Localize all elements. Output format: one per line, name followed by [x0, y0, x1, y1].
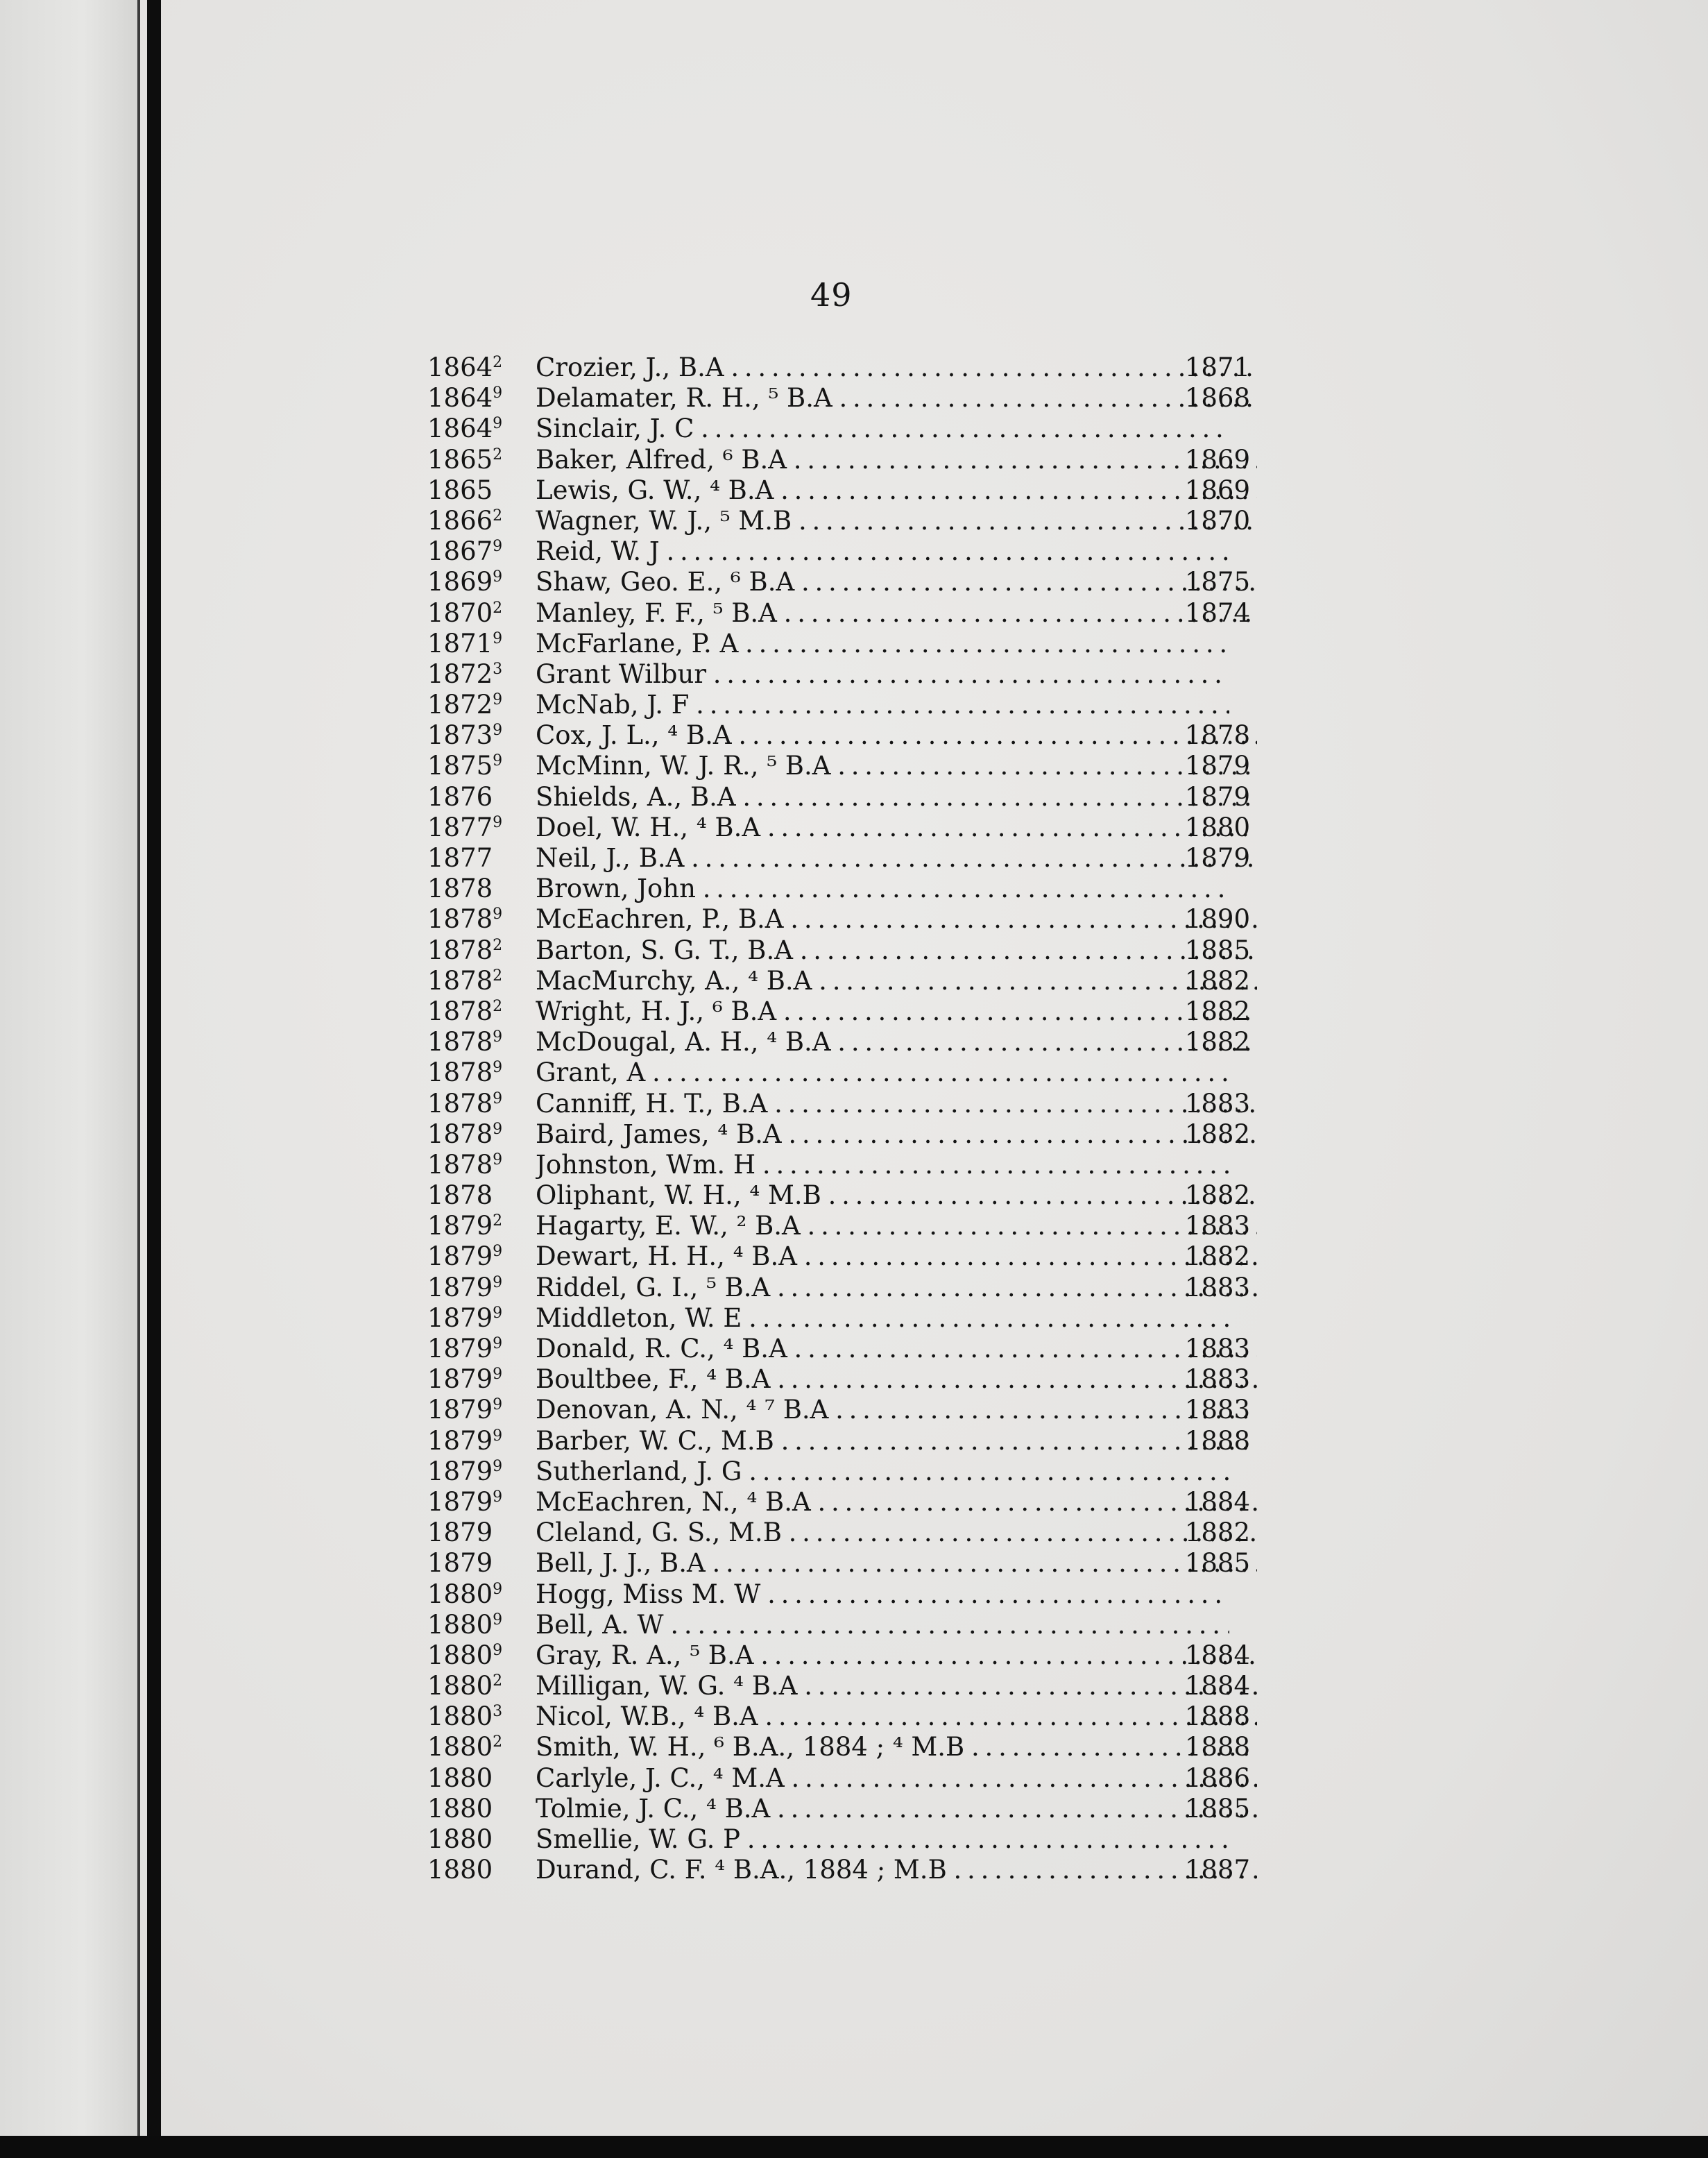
entry-year-superscript: 9 [493, 1641, 503, 1659]
entry-row [427, 1426, 1260, 1456]
entry-year [427, 1855, 531, 1885]
entry-row [427, 1824, 1260, 1855]
entry-row [427, 996, 1260, 1027]
entry-year-text: 1880 [427, 1640, 493, 1670]
entry-list [427, 352, 1260, 1885]
entry-name: Baker, Alfred, ⁶ B.A . . . [536, 445, 1257, 475]
entry-name: McMinn, W. J. R., ⁵ B.A . . . [536, 751, 1257, 781]
page-bottom-edge [0, 2136, 1708, 2158]
entry-name: Nicol, W.B., ⁴ B.A . . . [536, 1701, 1257, 1732]
entry-year [427, 506, 531, 536]
entry-year [427, 1211, 531, 1241]
entry-year [427, 1273, 531, 1303]
entry-grad-year: 1883 [1184, 1211, 1250, 1241]
entry-row [427, 598, 1260, 629]
entry-year [427, 843, 531, 874]
entry-row [427, 782, 1260, 813]
entry-name: Sutherland, J. G . . . [536, 1456, 1229, 1487]
entry-year [427, 1241, 531, 1272]
entry-year-superscript: 2 [493, 997, 503, 1015]
entry-name: Donald, R. C., ⁴ B.A . . . [536, 1334, 1257, 1364]
entry-year-text: 1879 [427, 1272, 493, 1302]
entry-grad-year: 1875 [1184, 567, 1250, 597]
entry-grad-year: 1879 [1184, 781, 1250, 812]
entry-year-superscript: 9 [493, 813, 503, 831]
entry-row [427, 813, 1260, 843]
entry-name: Smith, W. H., ⁶ B.A., 1884 ; ⁴ M.B . . . [536, 1732, 1257, 1762]
entry-name: Bell, A. W . . . [536, 1610, 1229, 1640]
entry-year [427, 1701, 531, 1732]
entry-row [427, 1364, 1260, 1395]
entry-year-superscript: 9 [493, 1273, 503, 1291]
entry-year [427, 659, 531, 690]
entry-year-text: 1873 [427, 720, 493, 751]
entry-year-superscript: 2 [493, 1733, 503, 1751]
entry-row [427, 874, 1260, 904]
entry-year-text: 1879 [427, 1334, 493, 1363]
entry-row [427, 966, 1260, 996]
entry-grad-year: 1869 [1184, 475, 1250, 505]
entry-year-superscript: 9 [493, 1028, 503, 1046]
entry-grad-year: 1885 [1184, 1793, 1250, 1824]
entry-name: Cleland, G. S., M.B . . . [536, 1518, 1257, 1548]
entry-year-superscript: 9 [493, 568, 503, 586]
entry-name: Hogg, Miss M. W . . . [536, 1579, 1229, 1610]
entry-name: Durand, C. F. ⁴ B.A., 1884 ; M.B . . . [536, 1855, 1257, 1885]
binding-shadow-line [147, 0, 161, 2158]
entry-name: Riddel, G. I., ⁵ B.A . . . [536, 1273, 1257, 1303]
entry-year-text: 1879 [427, 1241, 493, 1272]
entry-year [427, 1732, 531, 1762]
entry-grad-year: 1878 [1184, 720, 1250, 751]
entry-year [427, 1027, 531, 1057]
entry-name: Sinclair, J. C . . . [536, 414, 1229, 444]
entry-year-superscript: 2 [493, 1672, 503, 1690]
entry-row [427, 1303, 1260, 1334]
entry-year-superscript: 3 [493, 1703, 503, 1721]
entry-year [427, 445, 531, 475]
entry-grad-year: 1874 [1184, 597, 1250, 628]
entry-year-text: 1880 [427, 1732, 493, 1762]
entry-row [427, 1671, 1260, 1701]
entry-year-text: 1872 [427, 690, 493, 720]
entry-year-superscript: 9 [493, 415, 503, 433]
entry-row [427, 1701, 1260, 1732]
entry-name: Grant, A . . . [536, 1057, 1229, 1088]
entry-year [427, 475, 531, 506]
entry-year [427, 813, 531, 843]
entry-row [427, 506, 1260, 536]
entry-year-superscript: 9 [493, 1488, 503, 1506]
entry-year-text: 1879 [427, 1211, 493, 1241]
entry-year-superscript: 2 [493, 445, 503, 464]
entry-grad-year: 1882 [1184, 1241, 1250, 1272]
entry-name: Bell, J. J., B.A . . . [536, 1548, 1257, 1579]
entry-row [427, 1487, 1260, 1518]
entry-row [427, 1456, 1260, 1487]
entry-year [427, 1579, 531, 1610]
entry-row [427, 475, 1260, 506]
entry-year [427, 1610, 531, 1640]
entry-year-superscript: 9 [493, 384, 503, 402]
entry-year-text: 1880 [427, 1671, 493, 1701]
entry-name: Carlyle, J. C., ⁴ M.A . . . [536, 1763, 1257, 1794]
entry-year-text: 1880 [427, 1579, 493, 1609]
entry-name: Baird, James, ⁴ B.A . . . [536, 1119, 1257, 1150]
entry-year [427, 1089, 531, 1119]
entry-grad-year: 1884 [1184, 1486, 1250, 1517]
entry-name: Reid, W. J . . . [536, 536, 1229, 567]
entry-grad-year: 1884 [1184, 1671, 1250, 1701]
entry-year-text: 1878 [427, 935, 493, 965]
entry-year-text: 1864 [427, 383, 493, 414]
entry-year-text: 1878 [427, 874, 493, 904]
entry-name: Delamater, R. H., ⁵ B.A . . . [536, 383, 1257, 414]
entry-year [427, 1334, 531, 1364]
entry-row [427, 1027, 1260, 1057]
entry-year-text: 1879 [427, 1486, 493, 1517]
entry-year [427, 1794, 531, 1824]
entry-name: Canniff, H. T., B.A . . . [536, 1089, 1257, 1119]
entry-grad-year: 1879 [1184, 843, 1250, 873]
entry-year-superscript: 9 [493, 1120, 503, 1138]
entry-row [427, 414, 1260, 444]
entry-name: McEachren, P., B.A . . . [536, 904, 1257, 935]
entry-year-superscript: 9 [493, 1457, 503, 1475]
entry-year-text: 1879 [427, 1518, 493, 1548]
entry-grad-year: 1888 [1184, 1425, 1250, 1456]
entry-year-superscript: 9 [493, 752, 503, 770]
entry-year-text: 1880 [427, 1855, 493, 1885]
entry-row [427, 751, 1260, 781]
entry-year-superscript: 9 [493, 1396, 503, 1414]
entry-year-text: 1878 [427, 1027, 493, 1057]
entry-row [427, 1211, 1260, 1241]
entry-grad-year: 1890 [1184, 904, 1250, 935]
entry-year [427, 1456, 531, 1487]
entry-name: Denovan, A. N., ⁴ ⁷ B.A . . . [536, 1395, 1257, 1425]
entry-grad-year: 1882 [1184, 1119, 1250, 1149]
entry-name: Oliphant, W. H., ⁴ M.B . . . [536, 1180, 1257, 1211]
entry-year-text: 1865 [427, 444, 493, 475]
entry-year-text: 1876 [427, 781, 493, 812]
entry-name: Lewis, G. W., ⁴ B.A . . . [536, 475, 1257, 506]
entry-year [427, 1824, 531, 1855]
entry-grad-year: 1869 [1184, 444, 1250, 475]
entry-row [427, 1763, 1260, 1794]
entry-grad-year: 1885 [1184, 935, 1250, 965]
entry-grad-year: 1883 [1184, 1088, 1250, 1119]
entry-year-superscript: 9 [493, 1580, 503, 1598]
entry-grad-year: 1870 [1184, 505, 1250, 536]
entry-year-text: 1880 [427, 1701, 493, 1732]
entry-year-text: 1878 [427, 1149, 493, 1180]
entry-name: Barton, S. G. T., B.A . . . [536, 935, 1257, 966]
entry-year-superscript: 9 [493, 1089, 503, 1107]
entry-year [427, 1057, 531, 1088]
entry-grad-year: 1883 [1184, 1272, 1250, 1302]
entry-year [427, 935, 531, 966]
entry-grad-year: 1883 [1184, 1395, 1250, 1425]
entry-year-text: 1879 [427, 1425, 493, 1456]
entry-year-text: 1880 [427, 1824, 493, 1854]
entry-name: Barber, W. C., M.B . . . [536, 1426, 1257, 1456]
entry-name: McDougal, A. H., ⁴ B.A . . . [536, 1027, 1257, 1057]
entry-row [427, 1610, 1260, 1640]
entry-year-text: 1877 [427, 812, 493, 842]
entry-year-superscript: 9 [493, 1304, 503, 1322]
entry-row [427, 1579, 1260, 1610]
entry-grad-year: 1882 [1184, 1518, 1250, 1548]
entry-grad-year: 1887 [1184, 1855, 1250, 1885]
entry-name: Johnston, Wm. H . . . [536, 1150, 1229, 1180]
entry-year-superscript: 9 [493, 1059, 503, 1077]
entry-year [427, 567, 531, 597]
entry-name: Middleton, W. E . . . [536, 1303, 1229, 1334]
entry-name: Brown, John . . . [536, 874, 1229, 904]
entry-year-text: 1878 [427, 1088, 493, 1119]
entry-grad-year: 1885 [1184, 1548, 1250, 1579]
entry-year-text: 1878 [427, 1180, 493, 1211]
entry-name: MacMurchy, A., ⁴ B.A . . . [536, 966, 1257, 996]
entry-row [427, 1119, 1260, 1150]
entry-year-superscript: 2 [493, 599, 503, 617]
entry-row [427, 690, 1260, 720]
entry-year [427, 690, 531, 720]
entry-row [427, 1334, 1260, 1364]
entry-year-superscript: 9 [493, 1366, 503, 1384]
entry-year [427, 720, 531, 751]
entry-year-text: 1880 [427, 1793, 493, 1824]
entry-year [427, 1150, 531, 1180]
entry-row [427, 935, 1260, 966]
entry-grad-year: 1888 [1184, 1732, 1250, 1762]
entry-year-superscript: 2 [493, 507, 503, 525]
entry-row [427, 720, 1260, 751]
entry-row [427, 536, 1260, 567]
entry-year [427, 414, 531, 444]
entry-year-text: 1880 [427, 1609, 493, 1640]
entry-year-text: 1866 [427, 505, 493, 536]
entry-row [427, 1395, 1260, 1425]
entry-year [427, 536, 531, 567]
entry-year-text: 1864 [427, 352, 493, 382]
entry-year-superscript: 9 [493, 1611, 503, 1629]
entry-year-text: 1867 [427, 536, 493, 567]
entry-row [427, 352, 1260, 383]
entry-year [427, 904, 531, 935]
entry-year [427, 966, 531, 996]
entry-year [427, 1364, 531, 1395]
entry-grad-year: 1883 [1184, 1334, 1250, 1363]
entry-year-text: 1879 [427, 1548, 493, 1579]
entry-row [427, 1548, 1260, 1579]
binding-edge-line [137, 0, 140, 2158]
entry-year-text: 1879 [427, 1395, 493, 1425]
entry-year [427, 1640, 531, 1671]
entry-year [427, 1518, 531, 1548]
entry-name: Neil, J., B.A . . . [536, 843, 1257, 874]
entry-year-text: 1865 [427, 475, 493, 505]
entry-year-text: 1878 [427, 1057, 493, 1088]
entry-year-superscript: 9 [493, 691, 503, 709]
entry-row [427, 1057, 1260, 1088]
entry-year [427, 598, 531, 629]
entry-year-superscript: 9 [493, 1150, 503, 1169]
entry-year-superscript: 9 [493, 1243, 503, 1261]
entry-year [427, 352, 531, 383]
entry-year-text: 1869 [427, 567, 493, 597]
entry-grad-year: 1882 [1184, 1180, 1250, 1211]
entry-year-text: 1864 [427, 414, 493, 444]
entry-year [427, 383, 531, 414]
entry-year-text: 1879 [427, 1302, 493, 1333]
entry-name: McNab, J. F . . . [536, 690, 1229, 720]
entry-year-superscript: 2 [493, 1212, 503, 1230]
entry-year-text: 1877 [427, 843, 493, 873]
entry-name: Crozier, J., B.A . . . [536, 352, 1257, 383]
entry-year-superscript: 9 [493, 906, 503, 924]
entry-grad-year: 1882 [1184, 1027, 1250, 1057]
entry-grad-year: 1868 [1184, 383, 1250, 414]
entry-year [427, 1303, 531, 1334]
entry-name: Wagner, W. J., ⁵ M.B . . . [536, 506, 1257, 536]
entry-row [427, 1180, 1260, 1211]
entry-name: Hagarty, E. W., ² B.A . . . [536, 1211, 1257, 1241]
entry-name: Shields, A., B.A . . . [536, 782, 1257, 813]
entry-grad-year: 1882 [1184, 996, 1250, 1026]
entry-name: Boultbee, F., ⁴ B.A . . . [536, 1364, 1257, 1395]
entry-row [427, 1089, 1260, 1119]
entry-grad-year: 1884 [1184, 1640, 1250, 1670]
entry-name: Doel, W. H., ⁴ B.A . . . [536, 813, 1257, 843]
entry-name: Dewart, H. H., ⁴ B.A . . . [536, 1241, 1257, 1272]
entry-grad-year: 1871 [1184, 352, 1250, 382]
entry-year [427, 1180, 531, 1211]
entry-year-text: 1878 [427, 1119, 493, 1149]
entry-year [427, 1671, 531, 1701]
entry-name: Manley, F. F., ⁵ B.A . . . [536, 598, 1257, 629]
entry-name: Milligan, W. G. ⁴ B.A . . . [536, 1671, 1257, 1701]
entry-name: Cox, J. L., ⁴ B.A . . . [536, 720, 1257, 751]
entry-year [427, 782, 531, 813]
entry-year-text: 1878 [427, 965, 493, 996]
page-number: 49 [810, 276, 853, 314]
entry-row [427, 1273, 1260, 1303]
entry-row [427, 383, 1260, 414]
entry-year-superscript: 2 [493, 967, 503, 985]
entry-year [427, 1763, 531, 1794]
entry-year [427, 1548, 531, 1579]
entry-row [427, 659, 1260, 690]
entry-name: Grant Wilbur . . . [536, 659, 1229, 690]
entry-name: McFarlane, P. A . . . [536, 629, 1229, 659]
entry-name: Shaw, Geo. E., ⁶ B.A . . . [536, 567, 1257, 597]
entry-row [427, 1150, 1260, 1180]
binding-margin [0, 0, 139, 2158]
entry-row [427, 904, 1260, 935]
entry-grad-year: 1886 [1184, 1762, 1250, 1793]
entry-year [427, 751, 531, 781]
entry-grad-year: 1888 [1184, 1701, 1250, 1732]
entry-name: Smellie, W. G. P . . . [536, 1824, 1229, 1855]
entry-row [427, 629, 1260, 659]
entry-year-text: 1878 [427, 904, 493, 935]
entry-grad-year: 1883 [1184, 1364, 1250, 1395]
entry-year [427, 1426, 531, 1456]
entry-year-superscript: 9 [493, 722, 503, 740]
entry-row [427, 843, 1260, 874]
entry-year-text: 1875 [427, 751, 493, 781]
entry-row [427, 567, 1260, 597]
entry-row [427, 1518, 1260, 1548]
entry-year [427, 629, 531, 659]
entry-year-text: 1879 [427, 1456, 493, 1486]
entry-row [427, 1640, 1260, 1671]
entry-year-text: 1870 [427, 597, 493, 628]
entry-year-superscript: 9 [493, 1427, 503, 1445]
entry-year-text: 1880 [427, 1762, 493, 1793]
entry-year-superscript: 2 [493, 354, 503, 371]
entry-year [427, 1487, 531, 1518]
entry-year-text: 1878 [427, 996, 493, 1026]
entry-grad-year: 1879 [1184, 751, 1250, 781]
entry-year-superscript: 2 [493, 936, 503, 954]
entry-name: Gray, R. A., ⁵ B.A . . . [536, 1640, 1257, 1671]
entry-grad-year: 1882 [1184, 965, 1250, 996]
entry-grad-year: 1880 [1184, 812, 1250, 842]
entry-year [427, 1119, 531, 1150]
entry-year-superscript: 9 [493, 538, 503, 556]
entry-row [427, 445, 1260, 475]
entry-year [427, 874, 531, 904]
entry-year-superscript: 9 [493, 629, 503, 647]
entry-name: McEachren, N., ⁴ B.A . . . [536, 1487, 1257, 1518]
entry-year-superscript: 3 [493, 660, 503, 678]
entry-year [427, 996, 531, 1027]
entry-year-superscript: 9 [493, 1335, 503, 1352]
entry-name: Wright, H. J., ⁶ B.A . . . [536, 996, 1257, 1027]
entry-year-text: 1872 [427, 659, 493, 689]
entry-year-text: 1871 [427, 628, 493, 659]
entry-year [427, 1395, 531, 1425]
entry-row [427, 1855, 1260, 1885]
entry-year-text: 1879 [427, 1364, 493, 1395]
entry-name: Tolmie, J. C., ⁴ B.A . . . [536, 1794, 1257, 1824]
entry-row [427, 1732, 1260, 1762]
entry-row [427, 1794, 1260, 1824]
entry-row [427, 1241, 1260, 1272]
